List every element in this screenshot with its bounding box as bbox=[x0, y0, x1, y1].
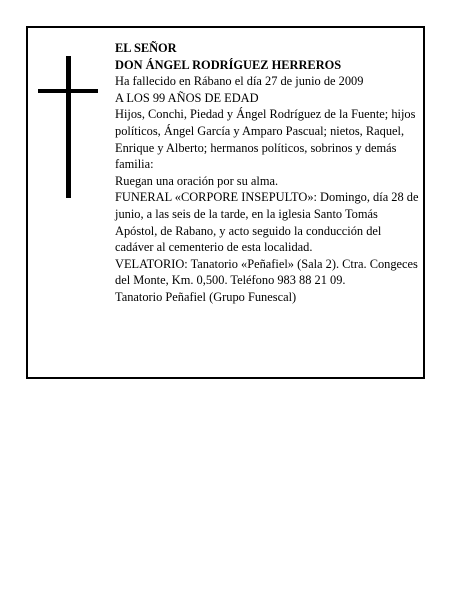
cross-vertical-bar bbox=[66, 56, 71, 198]
prayer-line: Ruegan una oración por su alma. bbox=[115, 173, 279, 188]
cross-horizontal-bar bbox=[38, 89, 98, 93]
deceased-name: DON ÁNGEL RODRÍGUEZ HERREROS bbox=[115, 57, 342, 72]
notice-title: EL SEÑOR bbox=[115, 41, 177, 55]
notice-text bbox=[115, 40, 421, 306]
death-line: Ha fallecido en Rábano el día 27 de junio de 2009 bbox=[115, 74, 364, 89]
funeral-home-line: Tanatorio Peñafiel (Grupo Funescal) bbox=[115, 289, 297, 304]
obituary-notice bbox=[26, 26, 425, 379]
family-paragraph: Hijos, Conchi, Piedad y Ángel Rodríguez de la Fuente; hijos políticos, Ángel García y Amparo Pascual; nietos, Raquel, Enrique y Alberto; hermanos políticos, sobrinos y demás familia: bbox=[115, 107, 416, 172]
funeral-paragraph: FUNERAL «CORPORE INSEPULTO»: Domingo, día 28 de junio, a las seis de la tarde, en la iglesia Santo Tomás Apóstol, de Rabano, y acto seguido la conducción del cadáver al cementerio de esta localidad. bbox=[115, 190, 419, 255]
age-line: A LOS 99 AÑOS DE EDAD bbox=[115, 90, 259, 105]
wake-paragraph: VELATORIO: Tanatorio «Peñafiel» (Sala 2). Ctra. Congeces del Monte, Km. 0,500. Teléfono 983 88 21 09. bbox=[115, 256, 418, 288]
